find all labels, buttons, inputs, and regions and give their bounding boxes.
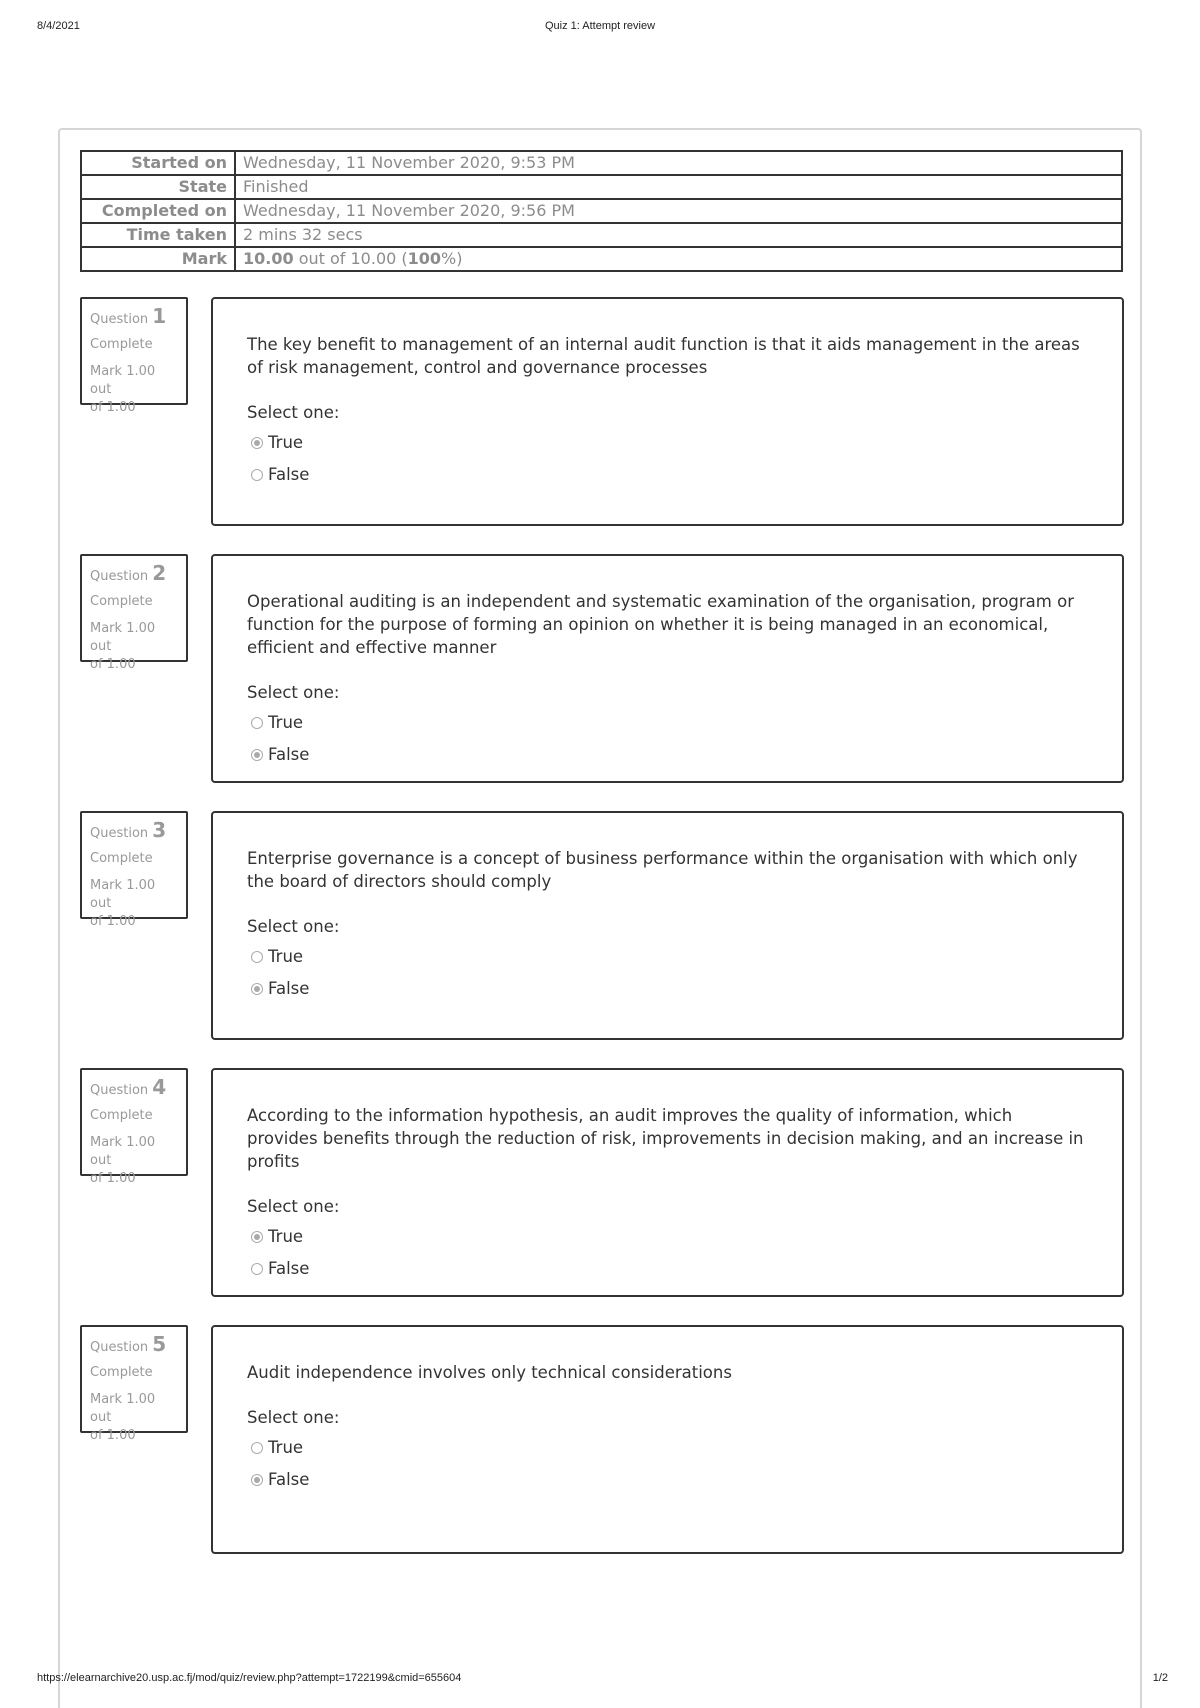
question-label: Question: [90, 1340, 149, 1355]
question-number: 5: [152, 1332, 167, 1356]
radio-button[interactable]: [251, 1231, 263, 1243]
answer-options: [247, 710, 1088, 768]
radio-button[interactable]: [251, 749, 263, 761]
radio-button[interactable]: [251, 1263, 263, 1275]
answer-option-true[interactable]: [251, 430, 1088, 456]
summary-value: Finished: [235, 175, 1122, 199]
question-grade-line: Mark 1.00 out: [90, 621, 156, 654]
answer-option-label: True: [268, 713, 304, 732]
question-grade-line: Mark 1.00 out: [90, 364, 156, 397]
radio-button[interactable]: [251, 437, 263, 449]
question-label: Question: [90, 1083, 149, 1098]
question-grade: [90, 620, 178, 674]
answer-options: [247, 944, 1088, 1002]
mark-end: %): [441, 249, 463, 268]
question-info-panel: [80, 1068, 188, 1186]
answer-option-false[interactable]: [251, 1256, 1088, 1282]
question-text: Enterprise governance is a concept of business performance within the organisation with which only the board of directors should comply: [247, 849, 1078, 891]
question-grade-line: Mark 1.00 out: [90, 1135, 156, 1168]
question-info-panel: [80, 811, 188, 929]
mark-score: 10.00: [243, 249, 294, 268]
question-grade: [90, 1134, 178, 1188]
question-number: 1: [152, 304, 167, 328]
answer-option-label: False: [268, 1259, 310, 1278]
question-number: 4: [152, 1075, 167, 1099]
radio-button[interactable]: [251, 983, 263, 995]
question-number: 3: [152, 818, 167, 842]
answer-options: [247, 430, 1088, 488]
question-info-panel: [80, 1325, 188, 1443]
question-number-line: [90, 819, 178, 845]
question-info-panel: [80, 297, 188, 415]
radio-button[interactable]: [251, 469, 263, 481]
answer-option-false[interactable]: [251, 1467, 1088, 1493]
summary-row-completed: [81, 199, 1122, 223]
question-content: [211, 811, 1124, 1040]
question-number-line: [90, 1333, 178, 1359]
question-label: Question: [90, 826, 149, 841]
question-number-line: [90, 562, 178, 588]
question-grade-line: of 1.00: [90, 400, 136, 415]
question-text: The key benefit to management of an internal audit function is that it aids management in the areas of risk management, control and governance processes: [247, 335, 1080, 377]
summary-row-time: [81, 223, 1122, 247]
question-number-line: [90, 1076, 178, 1102]
question-state: Complete: [90, 594, 153, 609]
print-footer: [0, 1672, 1200, 1688]
question-grade-line: of 1.00: [90, 657, 136, 672]
answer-option-label: True: [268, 1438, 304, 1457]
summary-row-started: [81, 151, 1122, 175]
question-grade-line: Mark 1.00 out: [90, 878, 156, 911]
summary-row-state: [81, 175, 1122, 199]
question-number: 2: [152, 561, 167, 585]
question-number-line: [90, 305, 178, 331]
question-content: [211, 1325, 1124, 1554]
question-state: Complete: [90, 851, 153, 866]
summary-value: Wednesday, 11 November 2020, 9:56 PM: [235, 199, 1122, 223]
answer-option-false[interactable]: [251, 462, 1088, 488]
select-one-prompt: Select one:: [247, 917, 340, 936]
question-info-panel: [80, 554, 188, 672]
print-title: Quiz 1: Attempt review: [544, 20, 656, 32]
question-grade: [90, 877, 178, 931]
select-one-prompt: Select one:: [247, 683, 340, 702]
question-state: Complete: [90, 337, 153, 352]
answer-option-false[interactable]: [251, 976, 1088, 1002]
question-content: [211, 1068, 1124, 1297]
question-grade-line: of 1.00: [90, 914, 136, 929]
question-text: Operational auditing is an independent and systematic examination of the organisation, program or function for the purpose of forming an opinion on whether it is being managed in an economical, efficient and effective manner: [247, 592, 1074, 657]
answer-option-true[interactable]: [251, 1435, 1088, 1461]
question-label: Question: [90, 569, 149, 584]
question-grade: [90, 363, 178, 417]
select-one-prompt: Select one:: [247, 1408, 340, 1427]
answer-option-label: True: [268, 947, 304, 966]
select-one-prompt: Select one:: [247, 1197, 340, 1216]
radio-button[interactable]: [251, 717, 263, 729]
answer-options: [247, 1224, 1088, 1282]
summary-value: [235, 247, 1122, 271]
answer-option-label: True: [268, 1227, 304, 1246]
answer-option-true[interactable]: [251, 1224, 1088, 1250]
print-page-number: 1/2: [1152, 1672, 1168, 1684]
print-date: 8/4/2021: [37, 20, 80, 32]
question-state: Complete: [90, 1365, 153, 1380]
question-text: According to the information hypothesis, an audit improves the quality of information, which provides benefits through the reduction of risk, improvements in decision making, and an increase in profits: [247, 1106, 1084, 1171]
answer-option-label: True: [268, 433, 304, 452]
select-one-prompt: Select one:: [247, 403, 340, 422]
summary-label: Started on: [81, 151, 235, 175]
mark-percent: 100: [407, 249, 442, 268]
question-grade-line: of 1.00: [90, 1171, 136, 1186]
summary-row-mark: [81, 247, 1122, 271]
question-text: Audit independence involves only technical considerations: [247, 1363, 732, 1382]
print-header: [0, 20, 1200, 36]
question-label: Question: [90, 312, 149, 327]
summary-label: Time taken: [81, 223, 235, 247]
summary-value: Wednesday, 11 November 2020, 9:53 PM: [235, 151, 1122, 175]
radio-button[interactable]: [251, 1442, 263, 1454]
question-grade-line: Mark 1.00 out: [90, 1392, 156, 1425]
summary-value: 2 mins 32 secs: [235, 223, 1122, 247]
answer-option-label: False: [268, 1470, 310, 1489]
question-content: [211, 554, 1124, 783]
answer-option-label: False: [268, 465, 310, 484]
answer-option-label: False: [268, 979, 310, 998]
radio-button[interactable]: [251, 951, 263, 963]
question-grade-line: of 1.00: [90, 1428, 136, 1443]
question-state: Complete: [90, 1108, 153, 1123]
answer-option-true[interactable]: [251, 944, 1088, 970]
mark-out-of: out of 10.00 (: [293, 249, 408, 268]
radio-button[interactable]: [251, 1474, 263, 1486]
answer-options: [247, 1435, 1088, 1493]
answer-option-false[interactable]: [251, 742, 1088, 768]
question-grade: [90, 1391, 178, 1445]
answer-option-true[interactable]: [251, 710, 1088, 736]
print-url: https://elearnarchive20.usp.ac.fj/mod/quiz/review.php?attempt=1722199&cmid=655604: [37, 1672, 462, 1684]
summary-label: State: [81, 175, 235, 199]
summary-label: Completed on: [81, 199, 235, 223]
answer-option-label: False: [268, 745, 310, 764]
summary-label: Mark: [81, 247, 235, 271]
attempt-summary-table: [80, 150, 1123, 272]
question-content: [211, 297, 1124, 526]
